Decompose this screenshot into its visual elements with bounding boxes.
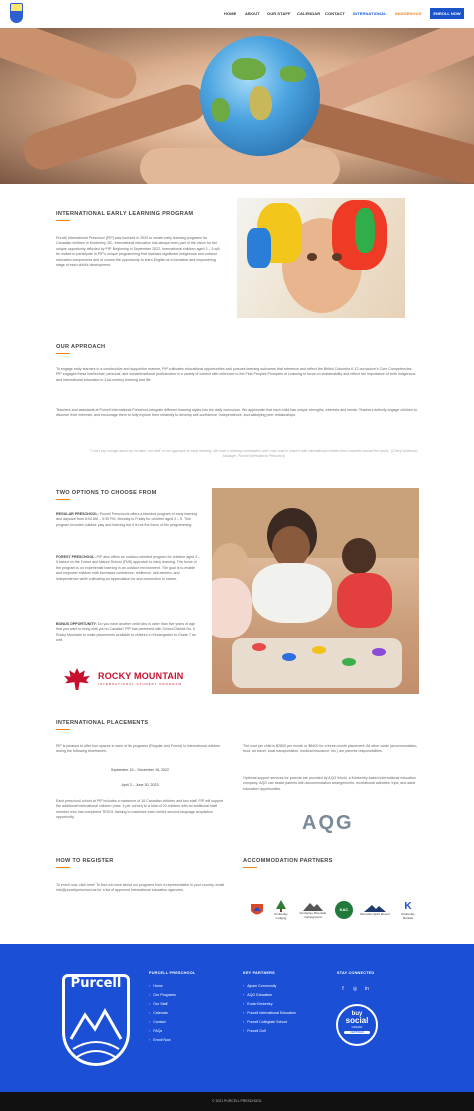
regular-body: Purcell Preschools offers a blended program of early learning and daycare from 8:00 AM – 5:30 PM, Monday to Friday for children aged 3 – 5. This program includes outdoor play and learning but it is not the focus of the programming. [56, 512, 198, 527]
placements-cohort-text: Each preschool cohort at PIP includes a maximum of 16 Canadian children and two staff. PIP will support the additional international children (max. 4 per cohort) to a total of 20 children with an additional staff member who has completed TESOL training to maximize each child's second-language acquisition opportunity. [56, 799, 224, 820]
rocky-mountain-logo[interactable] [64, 668, 214, 692]
approach-quote: "I can't say enough about our location, our staff, or our approach to early learning. We have a winning combination and I can't wait to share it with international children from countries around the world." (Cheryl Anderson, Manager, Purcell International Preschool) [89, 449, 419, 458]
approach-text-2: Teachers and assistants at Purcell International Preschool integrate different learning styles into the daily curriculum. We appreciate that each child has unique strengths, interests and needs. Teachers actively engage children to discover their interests, and encourage them to fully explore their creativity to develop self-confidence, independence, and satisfying peer relationships. [56, 408, 417, 418]
nav-indigenous[interactable]: INDIGENOUS [395, 11, 422, 16]
footer-partner-link[interactable]: › Enda Kimberley [243, 1002, 273, 1006]
nav-contact[interactable]: CONTACT [325, 11, 345, 16]
badge-sub: CANADA [351, 1026, 363, 1029]
footer-partner-link[interactable]: › Ajcam Community [243, 984, 276, 988]
child-painted-hands-image [237, 198, 405, 318]
placements-title: INTERNATIONAL PLACEMENTS [56, 720, 149, 726]
footer-link-home[interactable]: › Home [149, 984, 163, 988]
instagram-icon[interactable]: ◎ [352, 986, 358, 992]
regular-preschool-text [56, 512, 202, 528]
placements-cost-text: The cost per child is $2800 per month or $8400 for a three-month placement. All other costs (accommodation, food, air travel, local transportation, medical insurance, etc.) are parents responsibilities. [243, 744, 418, 754]
tree-icon [276, 900, 286, 912]
register-text: To enroll now, click here! To find out more about our programs from a representative in your country, email info@purcellpreschool.ca for a list of approved International education agencies. [56, 883, 225, 893]
partner-logo-campground[interactable] [295, 898, 331, 922]
nav-calendar[interactable]: CALENDAR [297, 11, 321, 16]
title-underline [56, 867, 70, 868]
partner-logo-mountain-spirit[interactable] [358, 898, 392, 922]
partner-logo-kimberley-lodging[interactable] [247, 898, 267, 922]
nav-home[interactable]: HOME [224, 11, 237, 16]
regular-label: REGULAR PRESCHOOL: [56, 512, 99, 516]
bonus-opportunity-text [56, 622, 202, 644]
forest-preschool-text [56, 555, 202, 582]
bonus-body: Do you have another child who is older than five years of age that you want to bring with you to Canada? PIP has partnered with School District No. 6 Rocky Mountain to make placements available to children in Kindergarten to Grade 7 as well. [56, 622, 196, 643]
partner-label: Kimberley Lodging [274, 912, 288, 920]
early-learning-text: Purcell International Preschool (PIP) was founded in 2020 to create early learning programs for Canadian children in Kimberley, BC. International education has always been part of the vision for the unique opportunity afforded by PIP. Beginning in September 2022, International children aged 3 – 5 will be invited to participate in PIP's unique programming that includes significant Indigenous and outdoor education components and of course the opportunity to learn English at a formative and empowering stage of each child's development. [56, 236, 220, 268]
footer-link-programs[interactable]: › Our Programs [149, 993, 176, 997]
mountain-crest-icon [65, 995, 127, 1065]
purcell-logo[interactable] [10, 3, 23, 23]
title-underline [56, 220, 70, 221]
site-header [0, 0, 474, 28]
title-underline [243, 867, 257, 868]
badge-top: buy [351, 1011, 363, 1017]
title-underline [56, 729, 70, 730]
footer-link-faqs[interactable]: › FAQs [149, 1029, 162, 1033]
placements-optional-text: Optional support services for parents are provided by AQG World, a Kimberley-based International education company. AQG can assist parents with accommodation arrangements, recreational activities, trips, and adult education opportunities. [243, 776, 416, 791]
footer-partner-link[interactable]: › AQG Education [243, 993, 272, 997]
register-title: HOW TO REGISTER [56, 858, 114, 864]
placements-intro: PIP is pleased to offer four spaces in each of its programs (Regular and Forest) to international children during the following timeframes: [56, 744, 221, 754]
title-underline [56, 353, 70, 354]
nav-about[interactable]: ABOUT [245, 11, 260, 16]
footer-col1-title: PURCELL PRESCHOOL [149, 971, 196, 975]
linkedin-icon[interactable]: in [365, 986, 369, 992]
bonus-label: BONUS OPPORTUNITY: [56, 622, 97, 626]
buy-social-badge[interactable] [336, 1004, 378, 1046]
forest-body: PIP also offers an outdoor-oriented program for children aged 3 – 5 based on the Forest and Nature School (FNS) approach to early learning. The focus of the program is on experiential learning in an outdoor environment. The goal is to enable and empower children with increased confidence, resilience, self-esteem, and independence while cultivating an appreciation for and connection to nature. [56, 555, 201, 581]
forest-label: FOREST PRESCHOOL: [56, 555, 96, 559]
shield-icon [249, 902, 265, 918]
aqg-logo[interactable]: AQG [302, 812, 354, 834]
footer-partner-link[interactable]: › Purcell Collegiate School [243, 1020, 287, 1024]
partner-logo-kimberley-lodging-2[interactable] [269, 898, 293, 922]
placement-date-2: April 3 – June 30, 2023 [121, 783, 159, 787]
partner-label: Kimberley Riverside Campground [299, 911, 327, 919]
footer-col2-title: KEY PARTNERS [243, 971, 275, 975]
nav-international[interactable]: INTERNATIONAL [353, 11, 387, 16]
partner-logo-kimberley-rentals[interactable] [396, 898, 420, 922]
footer-col3-title: STAY CONNECTED [337, 971, 375, 975]
mountain-icon [364, 904, 386, 912]
footer-link-calendar[interactable]: › Calendar [149, 1011, 168, 1015]
partner-logo-kac[interactable] [334, 898, 354, 922]
options-title: TWO OPTIONS TO CHOOSE FROM [56, 490, 157, 496]
classroom-image [212, 488, 419, 694]
approach-text-1: To engage early learners in a constructive and supportive manner, PIP cultivates educational opportunities and pursues learning outcomes that reference and reflect the British Columbia K-12 curriculum's Core Competencies. PIP engages these Intellectual, personal, and social/emotional proficiencies in a variety of context with reference to the First Peoples Principles of Learning to focus on sustainability and reflect the importance of both Indigenous and International education to 21st-century learning and life. [56, 367, 416, 382]
rocky-mountain-logo-text: ROCKY MOUNTAIN [98, 671, 184, 681]
title-underline [56, 499, 70, 500]
nav-our-staff[interactable]: OUR STAFF [267, 11, 291, 16]
placement-date-1: September 19 – December 16, 2022 [110, 768, 170, 772]
badge-main: social [345, 1016, 369, 1025]
facebook-icon[interactable]: f [342, 986, 344, 992]
rocky-mountain-logo-sub: INTERNATIONAL STUDENT PROGRAM [98, 682, 182, 686]
kac-badge: KAC [335, 901, 353, 919]
partner-label: Mountain Spirit Resort [360, 912, 390, 916]
badge-cert: CERTIFIED [344, 1031, 370, 1034]
early-learning-title: INTERNATIONAL EARLY LEARNING PROGRAM [56, 211, 194, 217]
enroll-now-button[interactable]: ENROLL NOW [430, 8, 464, 19]
mountain-icon [303, 901, 323, 911]
hero-image [0, 28, 474, 184]
footer-partner-link[interactable]: › Purcell Golf [243, 1029, 266, 1033]
partners-title: ACCOMMODATION PARTNERS [243, 858, 333, 864]
k-icon: K [404, 900, 412, 912]
footer-logo-text: Purcell [70, 976, 122, 991]
partner-label: Kimberley Rentals [401, 911, 415, 920]
copyright-bar: © 2021 PURCELL PRESCHOOL [0, 1092, 474, 1111]
footer-partner-link[interactable]: › Purcell International Education [243, 1011, 296, 1015]
footer-link-contact[interactable]: › Contact [149, 1020, 166, 1024]
footer-link-staff[interactable]: › Our Staff [149, 1002, 168, 1006]
approach-title: OUR APPROACH [56, 344, 106, 350]
maple-leaf-icon [64, 668, 90, 690]
footer-link-enroll[interactable]: › Enroll Now [149, 1038, 171, 1042]
